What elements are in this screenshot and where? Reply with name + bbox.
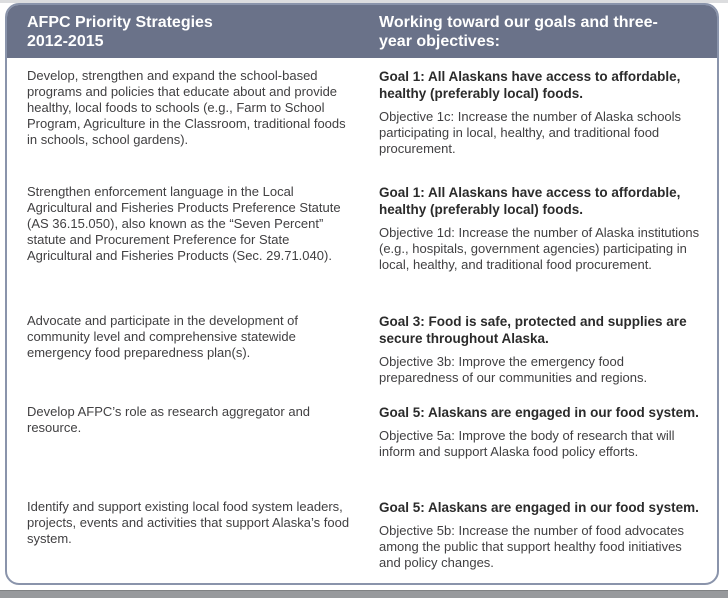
objective-text: Objective 5a: Improve the body of research that will inform and support Alaska food policy efforts. bbox=[379, 428, 675, 459]
objective-text: Objective 1c: Increase the number of Alaska schools participating in local, healthy, and traditional food procurement. bbox=[379, 109, 682, 156]
goal-text: Goal 5: Alaskans are engaged in our food system. bbox=[379, 405, 699, 420]
header-goals-title-text: Working toward our goals and three-year objectives: bbox=[379, 14, 658, 50]
goal-objective-cell bbox=[379, 184, 707, 303]
goal-objective-cell bbox=[379, 499, 707, 585]
table-row bbox=[7, 58, 717, 174]
bottom-edge-strip bbox=[0, 590, 728, 598]
goal-text: Goal 1: All Alaskans have access to affordable, healthy (preferably local) foods. bbox=[379, 69, 681, 101]
table-row bbox=[7, 303, 717, 394]
table-row bbox=[7, 394, 717, 489]
strategy-cell: Strengthen enforcement language in the Local Agricultural and Fisheries Products Preference Statute (AS 36.15.050), also known as the “Seven Percent” statute and Procurement Preference for State Agricultural and Fisheries Products (Sec. 29.71.040). bbox=[27, 184, 341, 263]
header-goals-title bbox=[379, 14, 707, 58]
goal-text: Goal 5: Alaskans are engaged in our food system. bbox=[379, 500, 699, 515]
strategy-cell: Identify and support existing local food system leaders, projects, events and activities that support Alaska’s food system. bbox=[27, 499, 350, 546]
goal-text: Goal 1: All Alaskans have access to affordable, healthy (preferably local) foods. bbox=[379, 185, 681, 217]
priority-strategies-table bbox=[5, 3, 719, 585]
goal-text: Goal 3: Food is safe, protected and supplies are secure throughout Alaska. bbox=[379, 314, 687, 346]
table-header-row bbox=[7, 5, 717, 58]
table-row bbox=[7, 174, 717, 303]
strategy-cell: Advocate and participate in the development of community level and comprehensive statewide emergency food preparedness plan(s). bbox=[27, 313, 299, 360]
objective-text: Objective 5b: Increase the number of food advocates among the public that support healthy food initiatives and policy changes. bbox=[379, 523, 684, 570]
goal-objective-cell bbox=[379, 313, 707, 394]
objective-text: Objective 3b: Improve the emergency food preparedness of our communities and regions. bbox=[379, 354, 648, 385]
table-row bbox=[7, 489, 717, 585]
header-strategies-line2: 2012-2015 bbox=[27, 32, 104, 50]
header-strategies-title bbox=[27, 14, 379, 58]
strategy-cell: Develop AFPC’s role as research aggregator and resource. bbox=[27, 404, 311, 435]
goal-objective-cell bbox=[379, 68, 707, 174]
goal-objective-cell bbox=[379, 404, 707, 489]
objective-text: Objective 1d: Increase the number of Alaska institutions (e.g., hospitals, government agencies) participating in local, healthy, and traditional food procurement. bbox=[379, 225, 700, 272]
header-strategies-line1: AFPC Priority Strategies bbox=[27, 14, 213, 31]
strategy-cell: Develop, strengthen and expand the school-based programs and policies that educate about and provide healthy, local foods to schools (e.g., Farm to School Program, Agriculture in the Classroom, traditional foods in schools, school gardens). bbox=[27, 68, 346, 147]
